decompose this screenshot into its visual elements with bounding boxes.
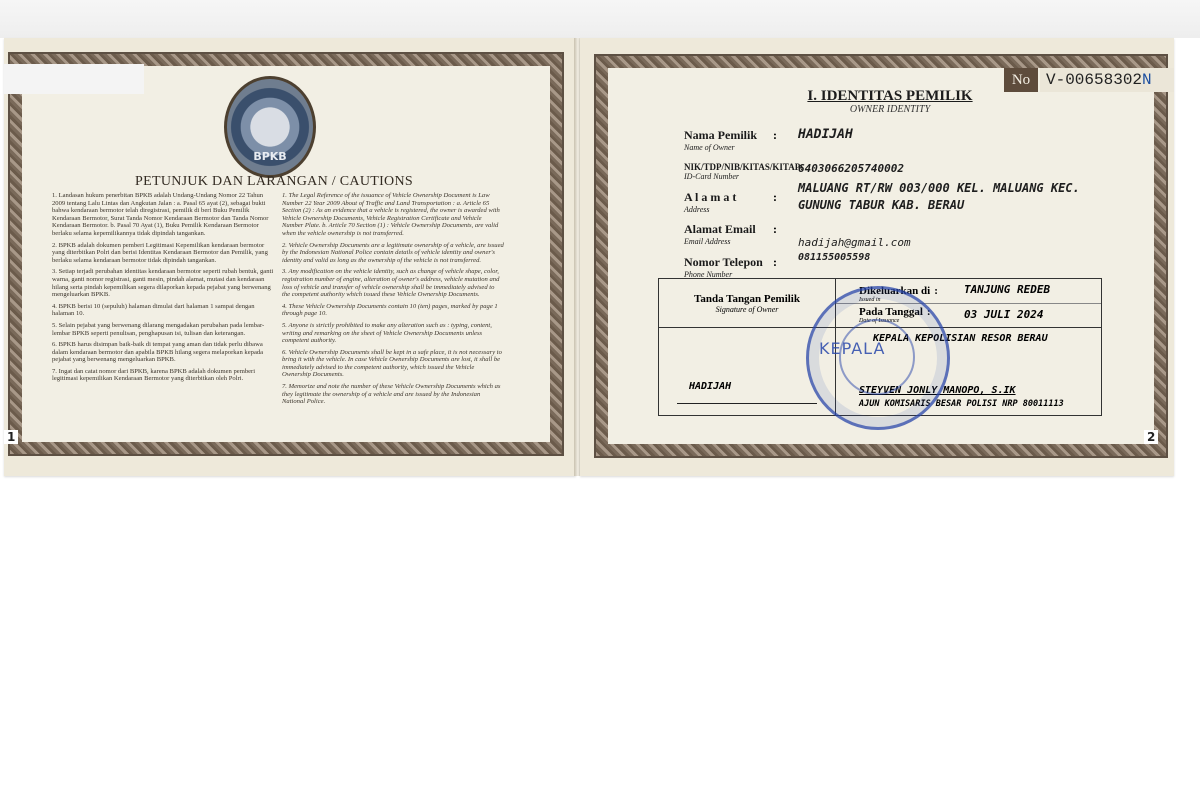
address-label-text: A l a m a t <box>684 190 737 204</box>
email-label-text: Alamat Email <box>684 222 756 236</box>
colon: : <box>934 285 938 297</box>
issue-date-label-text: Pada Tanggal <box>859 306 923 318</box>
owner-name-value: HADIJAH <box>798 127 853 142</box>
caution-item-id: 2. BPKB adalah dokumen pemberi Legitimasi Kepemilikan kendaraan bermotor yang diterbitkan Polri dan berisi Identitas Kendaraan Bermotor dan Pemilik, yang berlaku selama kendaraan bermotor tidak dipindah tangankan. <box>52 241 268 264</box>
issued-at-sublabel: Issued in <box>859 297 881 303</box>
address-label <box>684 190 736 214</box>
email-label <box>684 222 756 246</box>
left-page <box>4 38 576 476</box>
address-sublabel: Address <box>684 205 710 214</box>
section-subtitle: OWNER IDENTITY <box>849 104 931 115</box>
phone-label-text: Nomor Telepon <box>684 255 763 269</box>
page-number-left: 1 <box>4 430 18 444</box>
nik-label-text: NIK/TDP/NIB/KITAS/KITAP: <box>684 162 804 172</box>
redacted-area <box>4 64 144 94</box>
colon: : <box>773 190 777 204</box>
section-title-text: I. IDENTITAS PEMILIK <box>807 88 973 104</box>
caution-item-en: 4. These Vehicle Ownership Documents contain 10 (ten) pages, marked by page 1 through page 10. <box>282 302 498 318</box>
address-value-line1: MALUANG RT/RW 003/000 KEL. MALUANG KEC. <box>798 181 1080 195</box>
caution-item-id: 1. Landasan hukum penerbitan BPKB adalah Undang-Undang Nomor 22 Tahun 2009 tentang Lalu Lintas dan Angkutan Jalan : a. Pasal 65 ayat (2), sebagai bukti bahwa kendaraan bermotor telah diregistrasi, pemilik di beri Buku Pemilik Kendaraan Bermotor, Surat Tanda Nomor Kendaraan Bermotor dan Tanda Nomor Kendaraan Bermotor. b. Pasal 70 Ayat (1), Buku Pemilik Kendaraan Bermotor berlaku selama kepemilikannya tidak dipindah tangankan. <box>52 192 269 237</box>
page-number-right: 2 <box>1144 430 1158 444</box>
caution-item-id: 7. Ingat dan catat nomor dari BPKB, karena BPKB adalah dokumen pemberi legitimasi kepemilikan Kendaraan Bermotor yang diterbitkan oleh Polri. <box>52 367 256 383</box>
nik-label <box>684 162 803 181</box>
official-name: STEYVEN JONLY MANOPO, S.IK <box>859 385 1016 396</box>
phone-label <box>684 255 763 279</box>
signature-line <box>677 403 817 404</box>
owner-name-sublabel: Name of Owner <box>684 143 735 152</box>
signature-label <box>659 293 835 314</box>
english-cautions <box>282 192 504 410</box>
caution-item-en: 3. Any modification on the vehicle identity, such as change of vehicle shape, color, registration number of engine, alteration of owner's address, vehicle mutation and loss of vehicle and transfer of vehicle ownership shall be immediately advised to the competent authority which issued these Vehicle Ownership Documents. <box>282 268 500 299</box>
colon: : <box>773 222 777 236</box>
section-title <box>780 88 1000 105</box>
caution-item-en: 5. Anyone is strictly prohibited to make any alteration such as : typing, content, writing and remarking on the sheet of Vehicle Ownership Documents unless competent authority. <box>282 321 492 345</box>
owner-signature-name: HADIJAH <box>689 381 732 392</box>
police-stamp <box>806 286 950 430</box>
owner-name-label <box>684 128 757 152</box>
phone-sublabel: Phone Number <box>684 270 733 279</box>
caution-item-en: 7. Memorize and note the number of these Vehicle Ownership Documents which as they legitimate the ownership of a vehicle and are issued by the Indonesian National Police. <box>282 383 501 406</box>
stamp-word: KEPALA <box>819 339 886 358</box>
serial-suffix: N <box>1142 71 1152 89</box>
bpkb-emblem-logo <box>224 76 316 178</box>
official-rank: AJUN KOMISARIS BESAR POLISI NRP 80011113 <box>859 399 1064 409</box>
caution-item-id: 3. Setiap terjadi perubahan identitas kendaraan bermotor seperti rubah bentuk, ganti warna, ganti nomor registrasi, ganti mesin, pindah alamat, mutasi dan kendaraan hilang serta pindah kepemilikan segera dilaporkan kepada pejabat yang berwenang mengeluarkan BPKB. <box>52 268 274 299</box>
right-page <box>580 38 1174 476</box>
address-value-line2: GUNUNG TABUR KAB. BERAU <box>798 198 965 212</box>
caution-item-en: 1. The Legal Reference of the issuance of Vehicle Ownership Document is Law Number 22 Year 2009 About of Traffic and Land Transportation : a. Article 65 Section (2) : As an evidence that a vehicle is registered, the owner is awarded with Vehicle Ownership Documents, Vehicle Registration Certificate and Vehicle Number Plate. b. Article 70 Section (1) : Vehicle Ownership Documents, are valid when the vehicle ownership is not transferred. <box>282 192 500 237</box>
email-value: hadijah@gmail.com <box>798 236 911 249</box>
colon: : <box>773 128 777 142</box>
signature-sublabel: Signature of Owner <box>715 305 779 314</box>
signature-label-text: Tanda Tangan Pemilik <box>694 293 800 305</box>
colon: : <box>926 306 931 318</box>
caution-item-id: 4. BPKB berisi 10 (sepuluh) halaman dimulai dari halaman 1 sampai dengan halaman 10. <box>52 302 255 318</box>
issuing-office: KEPALA KEPOLISIAN RESOR BERAU <box>873 333 1048 344</box>
issued-at-value: TANJUNG REDEB <box>964 283 1051 296</box>
serial-number <box>1040 68 1174 92</box>
colon: : <box>773 255 777 269</box>
owner-name-label-text: Nama Pemilik <box>684 128 757 142</box>
caution-item-en: 6. Vehicle Ownership Documents shall be kept in a safe place, it is not necessary to bring it with the vehicle. In case Vehicle Ownership Documents are lost, it shall be immediately advised to the competent authority, which issued the Vehicle Ownership Documents. <box>282 348 502 379</box>
caution-item-id: 6. BPKB harus disimpan baik-baik di tempat yang aman dan tidak perlu dibawa dalam kendaraan bermotor dan apabila BPKB hilang segera melaporkan kepada pejabat yang berwenang mengeluarkan BPKB. <box>52 341 264 364</box>
issued-at-label-text: Dikeluarkan di <box>859 285 931 297</box>
phone-value: 081155005598 <box>798 252 871 263</box>
email-sublabel: Email Address <box>684 237 731 246</box>
issue-date-value: 03 JULI 2024 <box>964 308 1044 321</box>
no-label: No <box>1004 68 1038 92</box>
nik-sublabel: ID-Card Number <box>684 172 740 181</box>
scan-background-top <box>0 0 1200 38</box>
serial-value: V-00658302 <box>1046 71 1143 89</box>
caution-item-id: 5. Selain pejabat yang berwenang dilarang mengadakan perubahan pada lembar-lembar BPKB seperti penulisan, penghapusan isi, tulisan dan keterangan. <box>52 321 265 337</box>
nik-value: 6403066205740002 <box>798 162 904 175</box>
logo-text: BPKB <box>253 150 287 163</box>
indonesian-cautions <box>52 192 274 387</box>
caution-item-en: 2. Vehicle Ownership Documents are a legitimate ownership of a vehicle, are issued by the Indonesian National Police contain details of vehicle identity and owner's identity and valid as long as the ownership of the vehicle is not transferred. <box>282 241 504 264</box>
cautions-title: PETUNJUK DAN LARANGAN / CAUTIONS <box>135 174 413 189</box>
issue-date-sublabel: Date of Issuance <box>859 318 900 324</box>
